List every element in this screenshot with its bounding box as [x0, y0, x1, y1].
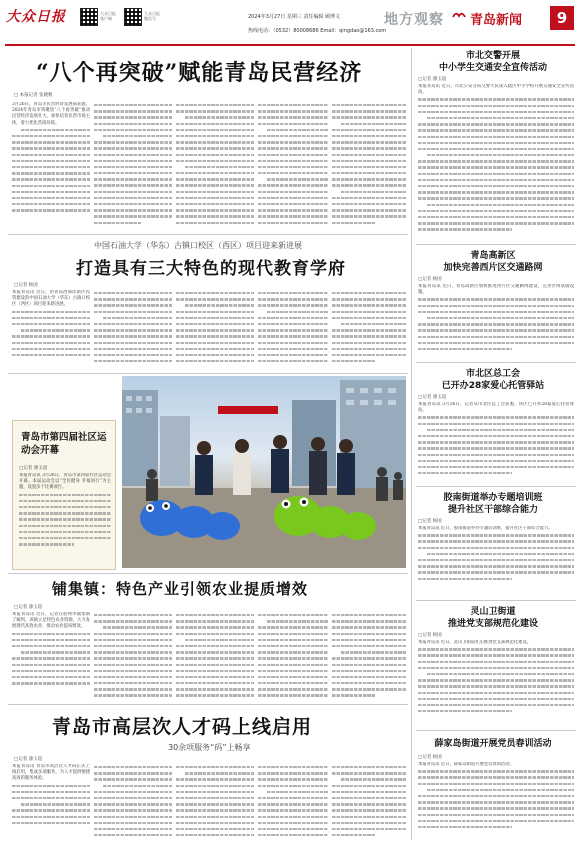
lead-opening: 3月26日，青岛市民营经济发展局获悉，2024年青岛市将聚焦“八个再突破”推动民营经济发展壮大，加快培育民营市场主体，着力优化营商环境。 [12, 102, 90, 126]
lead-column-3 [176, 102, 254, 230]
photo-story-headline: 青岛市第四届社区运动会开幕 [21, 432, 107, 456]
divider [8, 573, 408, 574]
education-column-3 [176, 290, 254, 370]
divider [8, 373, 408, 374]
divider [8, 234, 408, 235]
date-line: 2024年3月27日 星期三 责任编辑 顾博文 [248, 14, 341, 20]
newspaper-logo: 大众日报 [6, 9, 66, 25]
sidebar-byline-4: □记者 杨国 [418, 519, 442, 524]
talent-column-3 [176, 764, 254, 840]
agriculture-opening: 本报青岛讯 近日，记者在胶州市铺集镇了解到，该镇立足特色农业资源，大力发展现代高效农业，推动农业提质增效。 [12, 612, 90, 630]
sidebar-text-3 [418, 402, 574, 482]
talent-headline: 青岛市高层次人才码上线启用 [52, 716, 313, 738]
sidebar-byline-5: □记者 杨国 [418, 633, 442, 638]
education-opening: 本报青岛讯 近日，由青岛西海岸新区投资建设的中国石油大学（华东）古镇口校区（西区）项目迎来新进展。 [12, 290, 90, 308]
talent-column-5 [332, 764, 406, 840]
column-divider [411, 48, 412, 840]
divider [416, 244, 576, 245]
photo-illustration [122, 376, 406, 568]
photo-story-opening: 本报青岛讯 3月26日，青岛市第四届社区运动会开幕。本届运动会以“全民健身 幸福同行”为主题，设置多个比赛项目。 [19, 473, 111, 491]
sidebar-opening-2: 本报青岛讯 近日，青岛高新区加快推进西片区交通路网建设，完善区域基础设施。 [418, 284, 574, 296]
education-column-4 [258, 290, 328, 370]
talent-opening: 本报青岛讯 青岛市高层次人才码正式上线启用，集成多项服务，为人才提供便捷高效的服务体验。 [12, 764, 90, 782]
sidebar-text-6 [418, 762, 574, 840]
sidebar-opening-5: 本报青岛讯 近日，灵山卫街道扎实推进党支部规范化建设。 [418, 640, 532, 645]
education-byline: □记者 杨国 [14, 283, 38, 288]
divider [416, 486, 576, 487]
talent-column-2 [94, 764, 172, 840]
divider [416, 362, 576, 363]
sidebar-byline-2: □记者 杨国 [418, 277, 442, 282]
talent-column-1 [12, 764, 90, 840]
masthead [0, 0, 580, 44]
sidebar-headline-5: 灵山卫街道 推进党支部规范化建设 [447, 607, 538, 629]
contact-line: 热线电话：（0532）80008686 Email：qingdao@163.com [248, 28, 387, 34]
agriculture-column-5 [332, 612, 406, 700]
agriculture-headline: 铺集镇：特色产业引领农业提质增效 [52, 580, 309, 598]
agriculture-column-2 [94, 612, 172, 700]
sidebar-headline-1: 市北交警开展 中小学生交通安全宣传活动 [438, 51, 547, 73]
lead-headline: “八个再突破”赋能青岛民营经济 [36, 60, 363, 86]
agriculture-column-1 [12, 612, 90, 700]
sidebar-text-1 [418, 84, 574, 240]
lead-column-2 [94, 102, 172, 230]
header-rule [5, 44, 575, 46]
sidebar-byline-1: □记者 薄玉超 [418, 77, 447, 82]
page-number: 9 [550, 6, 574, 30]
education-headline: 打造具有三大特色的现代教育学府 [76, 259, 346, 279]
photo-story-byline: □记者 薄玉超 [19, 466, 48, 471]
divider [416, 600, 576, 601]
photo-story-box [12, 420, 116, 570]
lead-column-4 [258, 102, 328, 230]
lead-column-5 [332, 102, 406, 230]
sidebar-text-4 [418, 526, 574, 596]
photo-story-text [19, 473, 111, 567]
sidebar-opening-3: 本报青岛讯 3月26日，记者从市北区总工会获悉，该区已开办28家爱心托管驿站。 [418, 402, 574, 414]
sidebar-headline-2: 青岛高新区 加快完善西片区交通路网 [443, 251, 543, 273]
qr-caption-2: 大众日报 微信号 [144, 11, 160, 21]
agriculture-byline: □记者 薄玉超 [14, 605, 43, 610]
seagull-icon [452, 9, 466, 21]
education-column-5 [332, 290, 406, 370]
education-kicker: 中国石油大学（华东）古镇口校区（西区）项目迎来新进展 [94, 241, 302, 250]
lead-byline: □ 本报记者 张晓帆 [14, 93, 53, 98]
sidebar-headline-6: 薛家岛街道开展党员春训活动 [434, 739, 552, 749]
qr-caption-1: 大众日报 客户端 [100, 11, 116, 21]
agriculture-column-3 [176, 612, 254, 700]
talent-byline: □记者 薄玉超 [14, 757, 43, 762]
section-label-gray: 地方观察 [384, 12, 444, 28]
qr-code-icon [80, 8, 98, 26]
sidebar-headline-4: 胶南街道举办专题培训班 提升社区干部综合能力 [443, 493, 543, 515]
sidebar-text-5 [418, 640, 574, 726]
education-column-2 [94, 290, 172, 370]
sidebar-byline-3: □记者 薄玉超 [418, 395, 447, 400]
talent-subheadline: 30余项服务“码”上畅享 [168, 743, 251, 752]
lead-column-1 [12, 102, 90, 230]
section-label-red: 青岛新闻 [470, 13, 523, 28]
sports-meet-photo [122, 376, 406, 568]
sidebar-headline-3: 市北区总工会 已开办28家爱心托管驿站 [441, 369, 545, 391]
sidebar-opening-4: 本报青岛讯 近日，胶南街道举办专题培训班，提升社区干部综合能力。 [418, 526, 553, 531]
sidebar-opening-6: 本报青岛讯 近日，薛家岛街道开展党员春训活动。 [418, 762, 514, 767]
sidebar-byline-6: □记者 杨国 [418, 755, 442, 760]
agriculture-column-4 [258, 612, 328, 700]
education-column-1 [12, 290, 90, 370]
talent-column-4 [258, 764, 328, 840]
sidebar-opening-1: 本报青岛讯 近日，市北公安分局交警大队深入辖区中小学校开展交通安全宣传活动。 [418, 84, 574, 96]
divider [416, 730, 576, 731]
divider [8, 704, 408, 705]
qr-code-icon [124, 8, 142, 26]
sidebar-text-2 [418, 284, 574, 358]
